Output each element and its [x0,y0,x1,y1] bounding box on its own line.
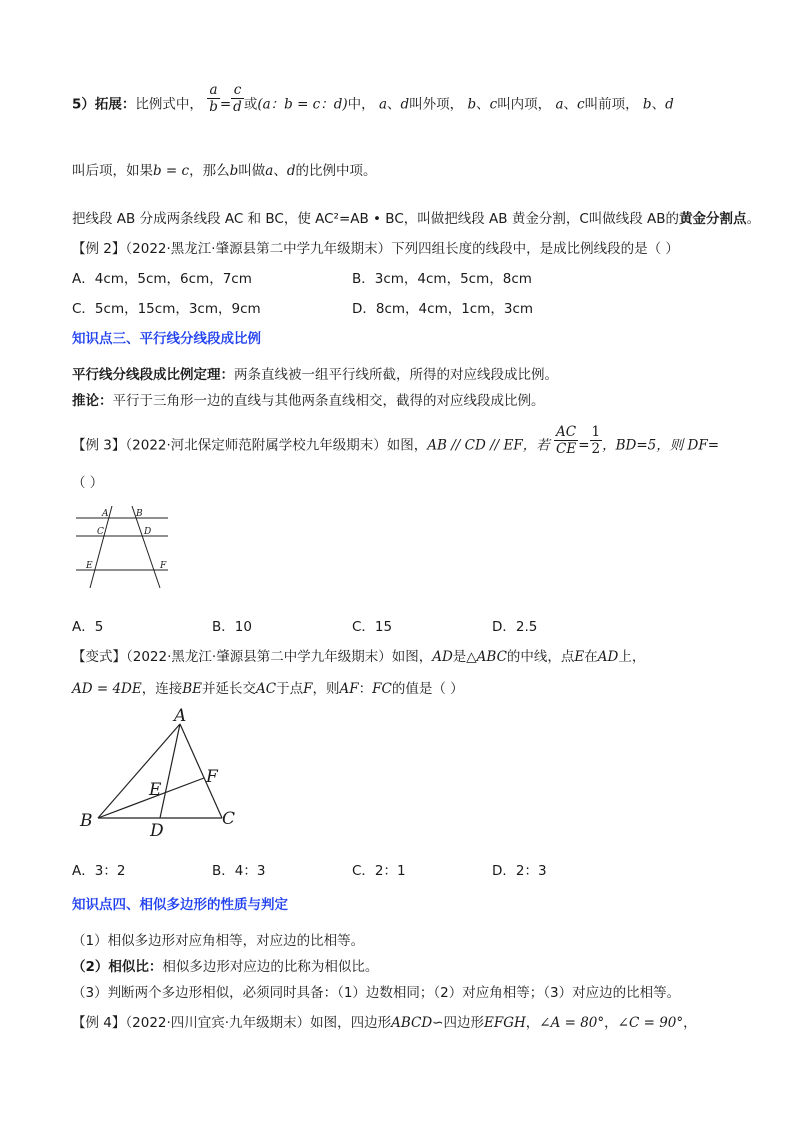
section-heading-3: 知识点三、平行线分线段成比例 [72,331,261,347]
example-text: （2022·黑龙江·肇源县第二中学九年级期末）如图， [126,649,433,665]
point-label-c: C [97,527,104,537]
similarity-ratio-text: 相似多边形对应边的比称为相似比。 [162,959,379,975]
theorem-text: 两条直线被一组平行线所截，所得的对应线段成比例。 [234,367,558,383]
example-3-option-d: D．2.5 [492,619,538,635]
segment-ac: AC [256,681,277,697]
segment-ad: AD [597,649,619,665]
fraction-denominator: 2 [591,441,601,457]
text: ，则 [312,681,340,697]
example-label: 【变式】 [72,649,126,665]
var-b: b [467,96,477,113]
example-2-option-b: B．3cm，4cm，5cm，8cm [352,271,532,287]
equation-b-equals-c: b = c [153,163,190,179]
text: 叫后项，如果 [72,163,153,179]
text: 于点 [276,681,304,697]
example-3-option-c: C．15 [352,619,393,635]
equals-sign: = [219,96,232,113]
text: 或 [243,96,258,113]
example-text: （2022·河北保定师范附属学校九年级期末）如图， [125,437,428,454]
parallel-condition: AB // CD // EF，若 [427,437,550,454]
fraction-one-half [590,424,603,457]
text: 。 [746,211,761,227]
extension-title: 拓展： [94,96,136,113]
corollary-text: 平行于三角形一边的直线与其他两条直线相交，截得的对应线段成比例。 [112,393,545,409]
equals-sign: = [578,437,590,454]
property-2 [72,958,378,976]
point-label-e: E [86,561,93,571]
variant-option-c: C．2：1 [352,863,406,879]
text: 的中线，点 [506,649,575,665]
text: 在 [584,649,598,665]
corollary-title: 推论： [72,393,113,409]
fraction-denominator: CE [556,441,577,457]
extension-line-2 [72,162,376,180]
var-b: b [642,96,652,113]
text: ： [358,681,373,697]
segment-af: AF [339,681,359,697]
point-label-d: D [144,527,152,537]
var-d: d [400,96,410,113]
text: 比例式中， [135,96,203,113]
example-4-question: 【例 4】（2022·四川宜宾·九年级期末）如图，四边形ABCD∽四边形EFGH，∠A = 80°，∠C = 90°， [72,1015,697,1031]
point-e: E [574,649,585,665]
text: 叫内项， [497,96,552,113]
text: 、 [273,163,287,179]
point-label-b: B [80,811,93,831]
text: 叫前项， [584,96,639,113]
example-3-option-a: A．5 [72,619,104,635]
text: 是 [452,649,467,665]
text: 、 [651,96,666,113]
point-label-e: E [149,780,162,800]
point-label-a: A [174,706,187,726]
text: 的值是（ ） [391,681,464,697]
text: 、 [387,96,401,113]
text: 叫做 [238,163,266,179]
theorem-title: 平行线分线段成比例定理： [72,367,234,383]
example-2-option-a: A．4cm，5cm，6cm，7cm [72,271,252,287]
var-a: a [378,96,388,113]
similarity-ratio-title: （2）相似比： [72,959,163,975]
text: 中， [347,96,375,113]
text: 叫外项， [409,96,464,113]
extension-number: 5） [72,96,95,113]
similar-symbol: ∽ [432,1015,444,1031]
golden-section-text: 把线段 AB 分成两条线段 AC 和 BC，使 AC²=AB • BC，叫做把线段 AB 黄金分割，C叫做线段 AB的 [72,211,680,227]
condition-ad-4de: AD = 4DE [72,681,142,697]
example-2-option-c: C．5cm，15cm，3cm，9cm [72,301,261,317]
var-a: a [265,163,274,179]
example-text: （2022·黑龙江·肇源县第二中学九年级期末）下列四组长度的线段中，是成比例线段的是（ ） [125,241,679,257]
corollary-line [72,392,545,410]
quadrilateral-abcd: ABCD [391,1015,433,1031]
example-3-option-b: B．10 [212,619,252,635]
point-label-f: F [160,561,167,571]
example-2-option-d: D．8cm，4cm，1cm，3cm [352,301,534,317]
fraction-numerator: c [231,82,244,99]
text: 的比例中项。 [295,163,377,179]
ratio-expression: (a：b = c：d) [257,96,348,113]
point-f: F [303,681,313,697]
extension-line [72,82,674,115]
segment-ad: AD [432,649,453,665]
point-label-f: F [206,767,218,787]
angle-a: ∠A = 80° [539,1015,605,1031]
quadrilateral-efgh: EFGH [483,1015,526,1031]
fraction-numerator: AC [554,424,578,441]
golden-section-point-term: 黄金分割点 [679,211,747,227]
example-label: 【例 4】 [72,1015,126,1031]
fraction-numerator: 1 [591,424,601,440]
var-d: d [665,96,674,113]
parallel-lines-figure [72,502,182,592]
example-2-question [72,240,679,258]
fraction-denominator: d [233,99,242,115]
var-a: a [555,96,564,113]
variant-option-a: A．3：2 [72,863,126,879]
fraction-c-over-d [231,82,244,115]
text: 并延长交 [202,681,257,697]
fraction-denominator: b [209,99,218,115]
point-label-a: A [102,509,109,519]
example-3-answer-paren: （ ） [72,475,104,491]
angle-c: ∠C = 90° [617,1015,684,1031]
text: ，那么 [189,163,230,179]
property-3: （3）判断两个多边形相似，必须同时具备：（1）边数相同；（2）对应角相等；（3）对应边的比相等。 [72,985,681,1001]
theorem-line [72,366,558,384]
variant-question-line-2 [72,680,464,698]
section-heading-4: 知识点四、相似多边形的性质与判定 [72,897,288,913]
segment-fc: FC [372,681,392,697]
variant-option-b: B．4：3 [212,863,266,879]
text: 四边形 [443,1015,484,1031]
fraction-numerator: a [207,82,220,99]
segment-be: BE [182,681,203,697]
triangle-abc: △ABC [466,649,507,665]
golden-section-line [72,210,760,228]
example-text: （2022·四川宜宾·九年级期末）如图，四边形 [125,1015,392,1031]
variant-question-line-1 [72,648,645,666]
property-1: （1）相似多边形对应角相等，对应边的比相等。 [72,933,365,949]
variant-option-d: D．2：3 [492,863,547,879]
var-c: c [577,96,585,113]
text: 上， [618,649,646,665]
text: ，BD=5，则 DF= [602,437,720,454]
var-b: b [229,163,239,179]
fraction-ac-over-ce [554,424,578,457]
var-d: d [286,163,296,179]
example-3-question [72,424,720,457]
text: 、 [563,96,578,113]
text: ，连接 [141,681,183,697]
var-c: c [489,96,498,113]
text: 、 [476,96,490,113]
point-label-d: D [150,821,164,841]
point-label-c: C [222,809,236,829]
example-label: 【例 2】 [72,241,126,257]
example-label: 【例 3】 [72,437,126,454]
fraction-a-over-b [207,82,220,115]
point-label-b: B [136,509,143,519]
triangle-figure [76,704,246,844]
